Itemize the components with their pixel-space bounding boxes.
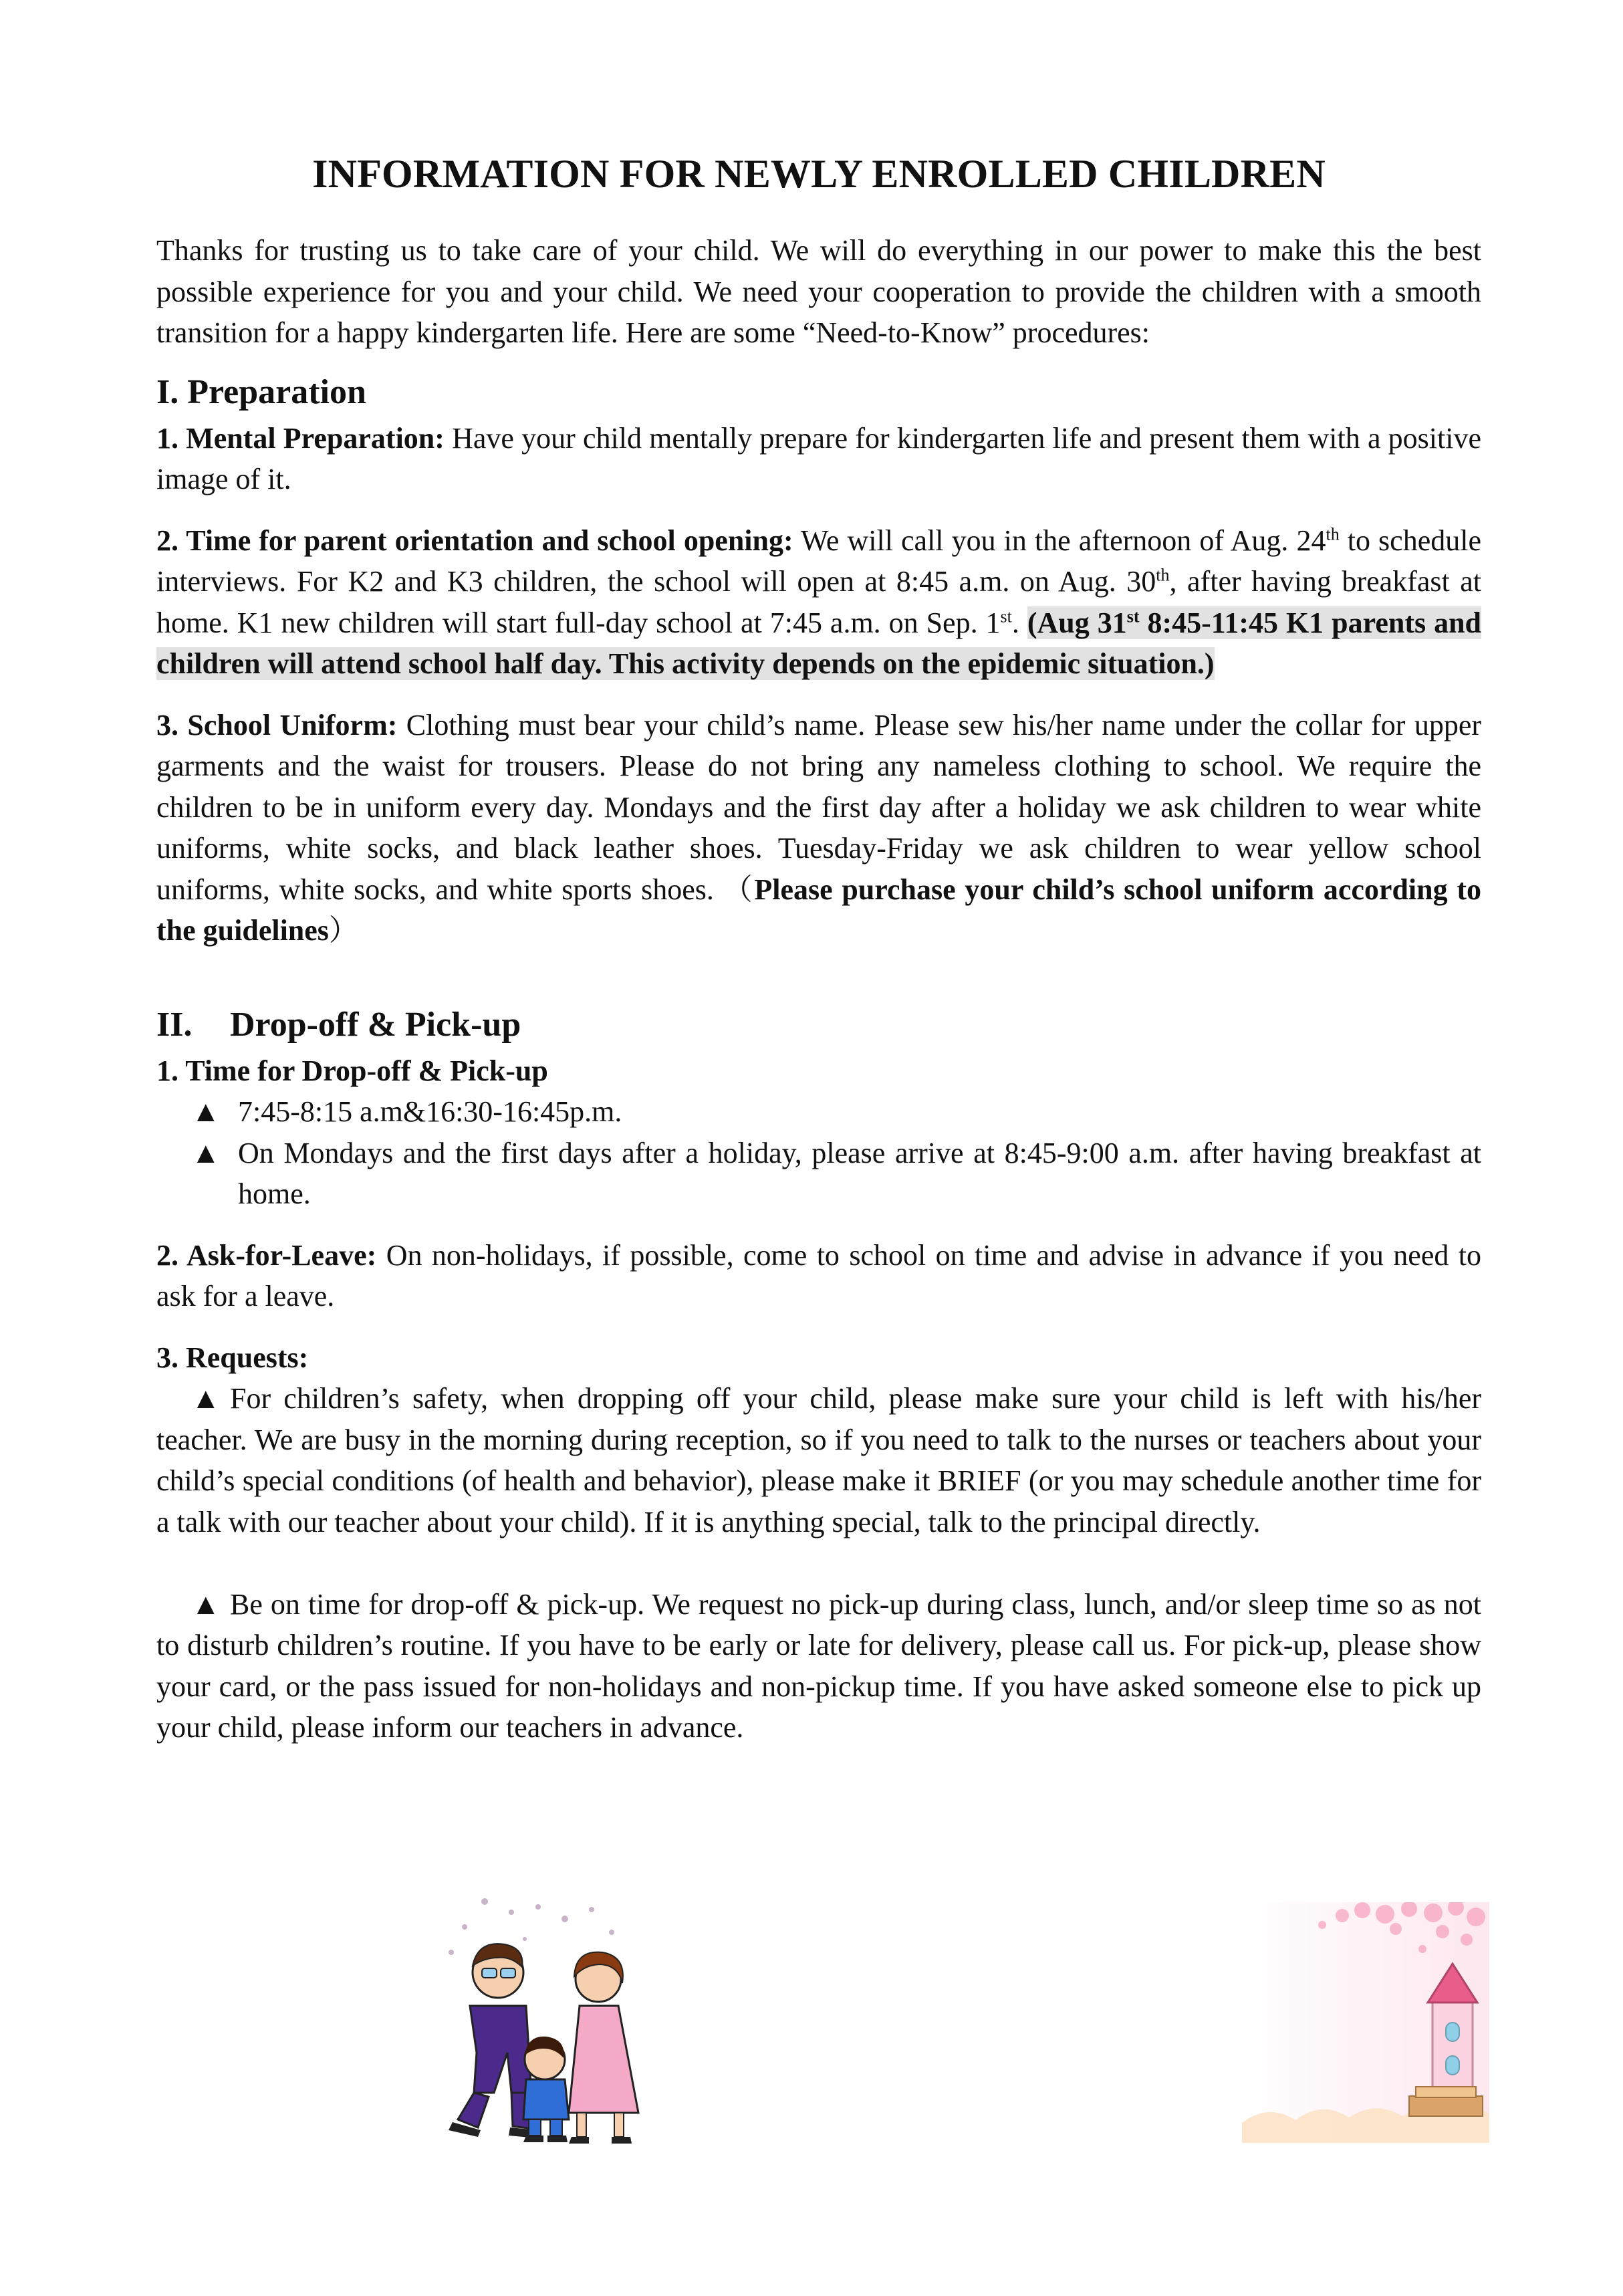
ordinal-suffix: st [1126, 606, 1140, 626]
section-heading-dropoff [156, 1000, 1481, 1050]
bracket-close: ） [328, 914, 358, 947]
section-title: Drop-off & Pick-up [230, 1005, 521, 1044]
triangle-bullet-icon: ▲ [191, 1587, 221, 1621]
triangle-bullet-icon: ▲ [191, 1382, 221, 1415]
requests-text-punctuality: Be on time for drop-off & pick-up. We request no pick-up during class, lunch, and/or sleep time so as not to disturb children’s routine. If you have to be early or late for delivery, please call us. For pick-up, please show your card, or the pass issued for non-holidays and non-pickup time. If you have asked someone else to pick up your child, please inform our teachers in advance. [156, 1587, 1481, 1744]
mental-preparation-label: 1. Mental Preparation: [156, 421, 445, 455]
subheading-requests: 3. Requests: [156, 1341, 309, 1374]
half-day-notice-text-1: (Aug 31 [1027, 606, 1127, 639]
orientation-text-1: We will call you in the afternoon of Aug. 24 [793, 524, 1326, 557]
family-clipart [438, 1892, 658, 2153]
castle-clipart [1242, 1902, 1489, 2143]
epidemic-notice-text: This activity depends on the epidemic situation.) [602, 647, 1215, 680]
section-heading-preparation: I. Preparation [156, 372, 366, 411]
requests-paragraph-punctuality [156, 1584, 1481, 1748]
subheading-time-dropoff: 1. Time for Drop-off & Pick-up [156, 1054, 548, 1087]
ordinal-suffix: th [1326, 524, 1340, 544]
list-item-text: On Mondays and the first days after a holiday, please arrive at 8:45-9:00 a.m. after having breakfast at home. [238, 1136, 1481, 1210]
requests-paragraph-safety [156, 1378, 1481, 1542]
orientation-label: 2. Time for parent orientation and school opening: [156, 524, 793, 557]
orientation-text-4: . [1011, 606, 1027, 639]
ordinal-suffix: st [1000, 606, 1012, 626]
triangle-bullet-icon: ▲ [191, 1095, 221, 1128]
intro-paragraph: Thanks for trusting us to take care of your child. We will do everything in our power to make this the best possible experience for you and your child. We need your cooperation to provide the children with a smooth transition for a happy kindergarten life. Here are some “Need-to-Know” procedures: [156, 234, 1481, 349]
bracket-open: （ [723, 873, 755, 906]
uniform-guideline-note: Please purchase your child’s school uniform according to the guidelines [156, 873, 1482, 947]
orientation-text-3: , after having breakfast at home. K1 new children will start full-day school at 7:45 a.m. on Sep. 1 [156, 565, 1481, 639]
page-title: INFORMATION FOR NEWLY ENROLLED CHILDREN [312, 152, 1326, 196]
ask-for-leave-text: On non-holidays, if possible, come to school on time and advise in advance if you need to ask for a leave. [156, 1238, 1482, 1312]
mental-preparation-paragraph [156, 418, 1481, 500]
ask-for-leave-label: 2. Ask-for-Leave: [156, 1238, 377, 1272]
ask-for-leave-paragraph [156, 1235, 1481, 1317]
requests-text-safety: For children’s safety, when dropping off your child, please make sure your child is left with his/her teacher. We are busy in the morning during reception, so if you need to talk to the nurses or teachers about your child’s special conditions (of health and behavior), please make it BRIEF (or you may schedule another time for a talk with our teacher about your child). If it is anything special, talk to the principal directly. [156, 1382, 1481, 1538]
ordinal-suffix: th [1156, 565, 1170, 585]
list-item [156, 1091, 1481, 1133]
school-uniform-paragraph [156, 705, 1481, 951]
orientation-paragraph [156, 520, 1481, 685]
school-uniform-text: Clothing must bear your child’s name. Please sew his/her name under the collar for upper garments and the waist for trousers. Please do not bring any nameless clothing to school. We require the children to be in uniform every day. Mondays and the first day after a holiday we ask children to wear white uniforms, white socks, and black leather shoes. Tuesday-Friday we ask children to wear yellow school uniforms, white socks, and white sports shoes. [156, 708, 1481, 906]
mental-preparation-text: Have your child mentally prepare for kindergarten life and present them with a positive image of it. [156, 421, 1481, 495]
school-uniform-label: 3. School Uniform: [156, 708, 398, 741]
section-number: II. [156, 1005, 193, 1044]
orientation-text-2: to schedule interviews. For K2 and K3 children, the school will open at 8:45 a.m. on Aug. 30 [156, 524, 1481, 598]
triangle-bullet-icon: ▲ [191, 1136, 221, 1169]
document-content [156, 140, 1481, 1748]
half-day-notice-text-2: 8:45-11:45 K1 parents and children will attend school half day. [156, 606, 1482, 680]
list-item-text: 7:45-8:15 a.m&16:30-16:45p.m. [238, 1095, 622, 1128]
list-item [156, 1133, 1481, 1215]
